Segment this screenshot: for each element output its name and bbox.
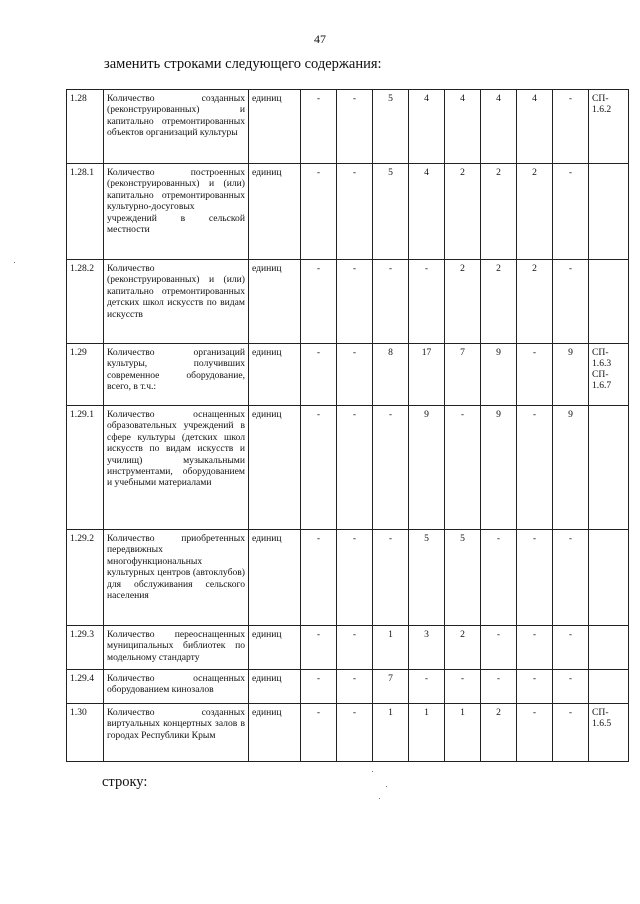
- value-cell: -: [553, 164, 589, 260]
- value-cell: -: [301, 260, 337, 344]
- value-cell: 9: [553, 406, 589, 530]
- value-cell: -: [301, 530, 337, 626]
- table-row: [67, 406, 629, 530]
- indicator-name: Количество созданных (реконструированных) и капитально отремонтированных объектов организаций культуры: [104, 90, 249, 164]
- unit-cell: единиц: [249, 90, 301, 164]
- value-cell: 2: [517, 164, 553, 260]
- reference-cell: [589, 670, 629, 704]
- value-cell: 5: [373, 164, 409, 260]
- indicator-name: Количество оснащенных оборудованием кинозалов: [104, 670, 249, 704]
- indicator-name: Количество оснащенных образовательных учреждений в сфере культуры (детских школ искусств по видам искусств и училищ) музыкальными инструментами, оборудованием и учебными материалами: [104, 406, 249, 530]
- indicator-name: Количество приобретенных передвижных многофункциональных культурных центров (автоклубов) для обслуживания сельского населения: [104, 530, 249, 626]
- value-cell: -: [553, 530, 589, 626]
- value-cell: 5: [373, 90, 409, 164]
- value-cell: 1: [445, 704, 481, 762]
- value-cell: 9: [553, 344, 589, 406]
- value-cell: 1: [409, 704, 445, 762]
- value-cell: 5: [409, 530, 445, 626]
- value-cell: 2: [481, 164, 517, 260]
- reference-cell: [589, 704, 629, 762]
- unit-cell: единиц: [249, 530, 301, 626]
- scan-speck: [379, 798, 380, 799]
- scan-speck: [386, 786, 387, 787]
- reference-code: 1.6.5: [592, 718, 612, 729]
- outro-text: строку:: [102, 774, 148, 790]
- value-cell: -: [301, 626, 337, 670]
- indicators-table: [66, 89, 629, 762]
- reference-cell: [589, 260, 629, 344]
- table-row: [67, 344, 629, 406]
- value-cell: -: [409, 260, 445, 344]
- reference-code: СП-: [592, 707, 609, 718]
- value-cell: -: [517, 530, 553, 626]
- indicator-name: Количество построенных (реконструированных) и (или) капитально отремонтированных культурно-досуговых учреждений в сельской местности: [104, 164, 249, 260]
- value-cell: 2: [445, 626, 481, 670]
- value-cell: -: [337, 90, 373, 164]
- value-cell: -: [553, 626, 589, 670]
- value-cell: -: [553, 704, 589, 762]
- page-number: 47: [314, 32, 326, 46]
- table-row: [67, 260, 629, 344]
- value-cell: -: [517, 704, 553, 762]
- indicator-name: Количество (реконструированных) и (или) капитально отремонтированных детских школ искусств по видам искусств: [104, 260, 249, 344]
- reference-cell: [589, 626, 629, 670]
- value-cell: -: [337, 344, 373, 406]
- value-cell: 4: [409, 164, 445, 260]
- row-number: 1.28.1: [67, 164, 104, 260]
- row-number: 1.29.3: [67, 626, 104, 670]
- value-cell: -: [301, 704, 337, 762]
- reference-code: СП-: [592, 369, 609, 380]
- value-cell: 17: [409, 344, 445, 406]
- value-cell: 2: [481, 704, 517, 762]
- value-cell: -: [301, 406, 337, 530]
- value-cell: -: [517, 626, 553, 670]
- value-cell: -: [337, 406, 373, 530]
- value-cell: 4: [517, 90, 553, 164]
- reference-cell: [589, 530, 629, 626]
- reference-cell: [589, 90, 629, 164]
- table-row: [67, 670, 629, 704]
- value-cell: 4: [481, 90, 517, 164]
- unit-cell: единиц: [249, 704, 301, 762]
- value-cell: 4: [409, 90, 445, 164]
- reference-code: 1.6.3: [592, 358, 612, 369]
- value-cell: 2: [517, 260, 553, 344]
- reference-code: СП-: [592, 93, 609, 104]
- row-number: 1.28.2: [67, 260, 104, 344]
- value-cell: 1: [373, 626, 409, 670]
- row-number: 1.30: [67, 704, 104, 762]
- scan-speck: [14, 262, 15, 263]
- indicator-name: Количество переоснащенных муниципальных библиотек по модельному стандарту: [104, 626, 249, 670]
- value-cell: -: [373, 530, 409, 626]
- value-cell: -: [553, 670, 589, 704]
- value-cell: -: [337, 530, 373, 626]
- table-row: [67, 530, 629, 626]
- row-number: 1.29.2: [67, 530, 104, 626]
- reference-cell: [589, 344, 629, 406]
- value-cell: -: [337, 260, 373, 344]
- indicator-name: Количество созданных виртуальных концертных залов в городах Республики Крым: [104, 704, 249, 762]
- value-cell: -: [337, 704, 373, 762]
- row-number: 1.29.1: [67, 406, 104, 530]
- value-cell: 2: [481, 260, 517, 344]
- value-cell: 5: [445, 530, 481, 626]
- value-cell: -: [337, 164, 373, 260]
- unit-cell: единиц: [249, 406, 301, 530]
- unit-cell: единиц: [249, 670, 301, 704]
- unit-cell: единиц: [249, 164, 301, 260]
- value-cell: 2: [445, 260, 481, 344]
- value-cell: -: [517, 406, 553, 530]
- unit-cell: единиц: [249, 344, 301, 406]
- table-row: [67, 164, 629, 260]
- value-cell: -: [553, 260, 589, 344]
- value-cell: -: [337, 670, 373, 704]
- table-row: [67, 626, 629, 670]
- value-cell: -: [301, 164, 337, 260]
- reference-code: 1.6.7: [592, 380, 612, 391]
- unit-cell: единиц: [249, 260, 301, 344]
- value-cell: 9: [481, 406, 517, 530]
- table-body: [67, 90, 629, 762]
- value-cell: 1: [373, 704, 409, 762]
- value-cell: 4: [445, 90, 481, 164]
- value-cell: -: [445, 670, 481, 704]
- value-cell: -: [373, 406, 409, 530]
- intro-text: заменить строками следующего содержания:: [104, 56, 382, 72]
- value-cell: -: [409, 670, 445, 704]
- reference-cell: [589, 164, 629, 260]
- value-cell: -: [445, 406, 481, 530]
- value-cell: 2: [445, 164, 481, 260]
- value-cell: -: [553, 90, 589, 164]
- table-row: [67, 90, 629, 164]
- row-number: 1.29.4: [67, 670, 104, 704]
- reference-code: 1.6.2: [592, 104, 612, 115]
- row-number: 1.29: [67, 344, 104, 406]
- value-cell: 9: [481, 344, 517, 406]
- table-row: [67, 704, 629, 762]
- unit-cell: единиц: [249, 626, 301, 670]
- value-cell: -: [337, 626, 373, 670]
- scan-speck: [372, 771, 373, 772]
- indicator-name: Количество организаций культуры, получивших современное оборудование, всего, в т.ч.:: [104, 344, 249, 406]
- value-cell: 7: [445, 344, 481, 406]
- value-cell: -: [301, 670, 337, 704]
- value-cell: -: [517, 344, 553, 406]
- reference-code: СП-: [592, 347, 609, 358]
- value-cell: -: [517, 670, 553, 704]
- value-cell: -: [301, 90, 337, 164]
- reference-cell: [589, 406, 629, 530]
- value-cell: -: [373, 260, 409, 344]
- value-cell: 9: [409, 406, 445, 530]
- value-cell: -: [481, 626, 517, 670]
- value-cell: 3: [409, 626, 445, 670]
- value-cell: 7: [373, 670, 409, 704]
- value-cell: -: [301, 344, 337, 406]
- value-cell: -: [481, 670, 517, 704]
- row-number: 1.28: [67, 90, 104, 164]
- value-cell: -: [481, 530, 517, 626]
- value-cell: 8: [373, 344, 409, 406]
